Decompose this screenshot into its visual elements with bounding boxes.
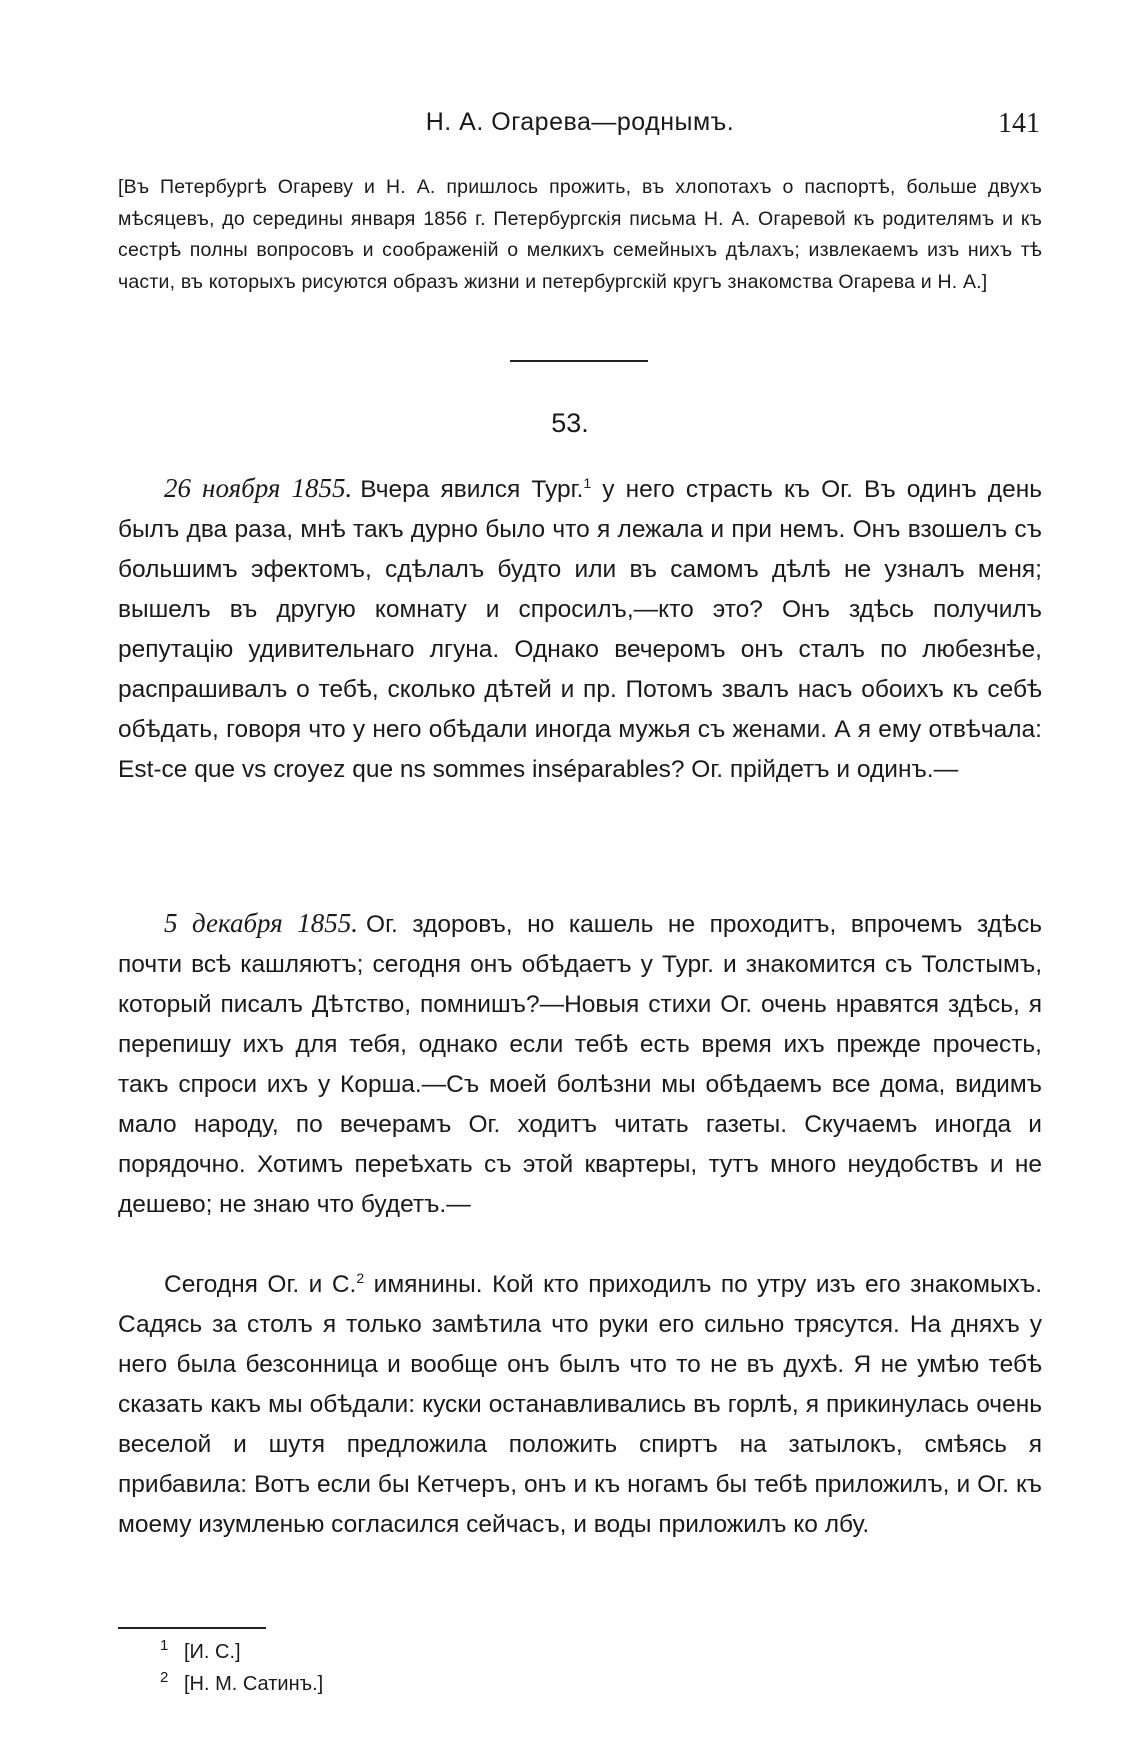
letter-entry-3 <box>118 1265 1042 1545</box>
letter-entry-1 <box>118 468 1042 790</box>
entry-paragraph <box>118 1265 1042 1545</box>
section-divider <box>510 360 648 362</box>
footnote-item: 1 [И. С.] <box>160 1637 241 1663</box>
entry-date: 5 декабря 1855. <box>164 908 359 938</box>
editorial-note: [Въ Петербургѣ Огареву и Н. А. пришлось прожить, въ хлопотахъ о паспортѣ, больше двухъ мѣсяцевъ, до середины января 1856 г. Петербургскія письма Н. А. Огаревой къ родителямъ и къ сестрѣ полны вопросовъ и соображеній о мелкихъ семейныхъ дѣлахъ; извлекаемъ изъ нихъ тѣ части, въ которыхъ рисуются образъ жизни и петербургскій кругъ знакомства Огарева и Н. А.] <box>118 176 1042 293</box>
running-title: Н. А. Огарева—роднымъ. <box>425 108 735 136</box>
footnotes <box>160 1636 323 1700</box>
page-number: 141 <box>998 108 1040 139</box>
running-head <box>120 108 1040 144</box>
entry-text: Сегодня Ог. и С. <box>164 1271 357 1298</box>
footnote-item: 2 [Н. М. Сатинъ.] <box>160 1669 324 1695</box>
footnote-ref: 2 <box>356 1269 365 1286</box>
entry-date: 26 ноября 1855. <box>164 473 353 503</box>
entry-text: Вчера явился Тург. <box>360 476 584 503</box>
entry-text: Ог. здоровъ, но кашель не проходитъ, впрочемъ здѣсь почти всѣ кашляютъ; сегодня онъ обѣдаетъ у Тург. и знакомится съ Толстымъ, который писалъ Дѣтство, помнишъ?—Новыя стихи Ог. очень нравятся здѣсь, я перепишу ихъ для тебя, однако если тебѣ есть время ихъ прежде прочесть, такъ спроси ихъ у Корша.—Съ моей болѣзни мы обѣдаемъ все дома, видимъ мало народу, по вечерамъ Ог. ходитъ читать газеты. Скучаемъ иногда и порядочно. Хотимъ переѣхать съ этой квартеры, тутъ много неудобствъ и не дешево; не знаю что будетъ.— <box>118 911 1043 1218</box>
letter-entry-2 <box>118 903 1042 1225</box>
footnote-rule <box>118 1627 266 1629</box>
footnote-text: [Н. М. Сатинъ.] <box>184 1673 324 1695</box>
entry-paragraph <box>118 903 1042 1225</box>
entry-text: у него страсть къ Ог. Въ одинъ день былъ два раза, мнѣ такъ дурно было что я лежала и при немъ. Онъ взошелъ съ большимъ эфектомъ, сдѣлалъ будто или въ самомъ дѣлѣ не узналъ меня; вышелъ въ другую комнату и спросилъ,—кто это? Онъ здѣсь получилъ репутацію удивительнаго лгуна. Однако вечеромъ онъ сталъ по любезнѣе, распрашивалъ о тебѣ, сколько дѣтей и пр. Потомъ звалъ насъ обоихъ къ себѣ обѣдать, говоря что у него обѣдали иногда мужья съ женами. А я ему отвѣчала: Est-ce que vs croyez que ns sommes inséparables? Ог. прійдетъ и одинъ.— <box>118 476 1042 783</box>
footnote-ref: 1 <box>583 474 592 491</box>
letter-number: 53. <box>551 408 589 438</box>
entry-text: имянины. Кой кто приходилъ по утру изъ его знакомыхъ. Садясь за столъ я только замѣтила что руки его сильно трясутся. На дняхъ у него была безсонница и вообще онъ былъ что то не въ духѣ. Я не умѣю тебѣ сказать какъ мы обѣдали: куски останавливались въ горлѣ, я прикинулась очень веселой и шутя предложила положить спиртъ на затылокъ, смѣясь я прибавила: Вотъ если бы Кетчеръ, онъ и къ ногамъ бы тебѣ приложилъ, и Ог. къ моему изумленью согласился сейчасъ, и воды приложилъ ко лбу. <box>118 1271 1042 1538</box>
footnote-text: [И. С.] <box>184 1641 241 1663</box>
entry-paragraph <box>118 468 1042 790</box>
